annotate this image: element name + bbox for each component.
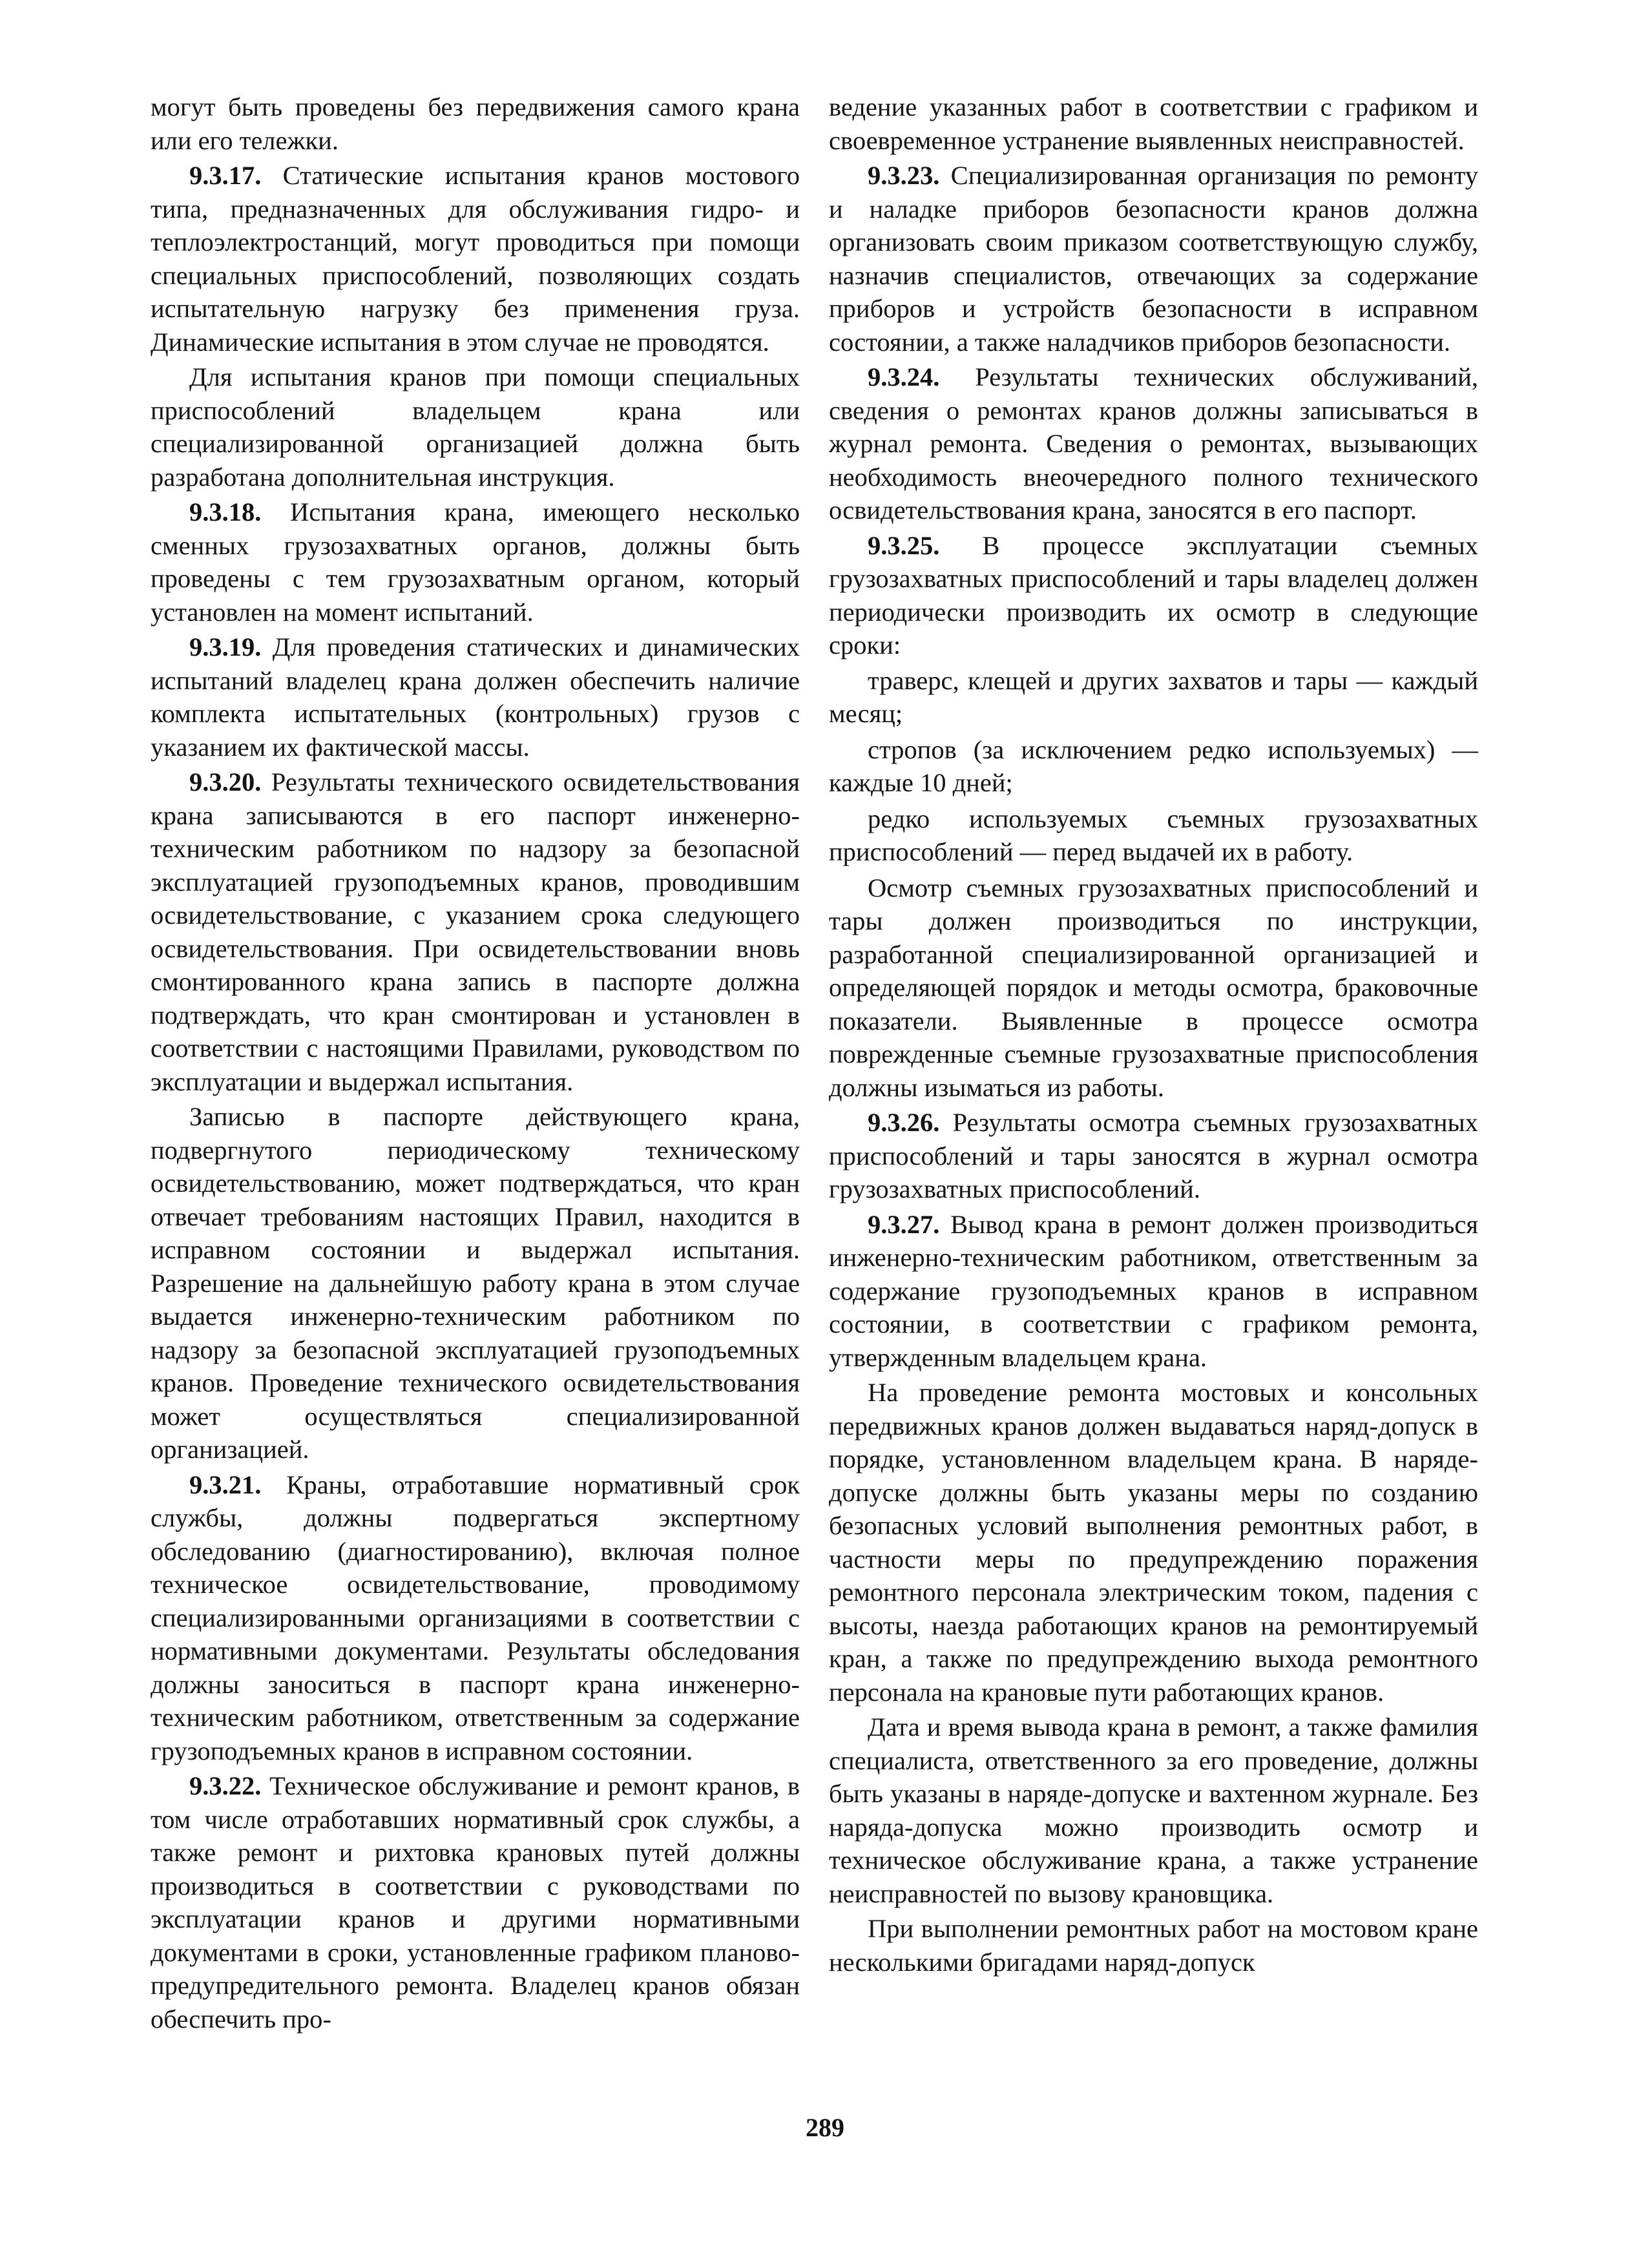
clause-number: 9.3.26. bbox=[868, 1108, 940, 1137]
right-text-column bbox=[829, 90, 1478, 1981]
paragraph bbox=[829, 1208, 1478, 1375]
clause-number: 9.3.24. bbox=[868, 362, 940, 391]
paragraph-text: Дата и время вывода крана в ремонт, а также фамилия специалиста, ответственного за его проведение, должны быть указаны в наряде-допуске и вахтенном журнале. Без наряда-допуска можно производить осмотр и техническое обслуживание крана, а также устранение неисправностей по вызову крановщика. bbox=[829, 1712, 1478, 1908]
paragraph bbox=[829, 529, 1478, 662]
clause-number: 9.3.17. bbox=[189, 161, 262, 190]
paragraph-text: Результаты технических обслуживаний, сведения о ремонтах кранов должны записываться в журнал ремонта. Сведения о ремонтах, вызывающих необходимость внеочередного полного технического освидетельствования крана, заносятся в его паспорт. bbox=[829, 362, 1478, 525]
paragraph-text: Специализированная организация по ремонту и наладке приборов безопасности кранов должна организовать своим приказом соответствующую службу, назначив специалистов, отвечающих за содержание приборов и устройств безопасности в исправном состоянии, а также наладчиков приборов безопасности. bbox=[829, 161, 1478, 357]
paragraph bbox=[829, 1912, 1478, 1979]
paragraph-text: Осмотр съемных грузозахватных приспособлений и тары должен производиться по инструкции, разработанной специализированной организацией и определяющей порядок и методы осмотра, браковочные показатели. Выявленные в процессе осмотра поврежденные съемные грузозахватные приспособления должны изыматься из работы. bbox=[829, 873, 1478, 1102]
paragraph-text: Вывод крана в ремонт должен производиться инженерно-техническим работником, ответственным за содержание грузоподъемных кранов в исправном состоянии, в соответствии с графиком ремонта, утвержденным владельцем крана. bbox=[829, 1209, 1478, 1372]
paragraph-text: На проведение ремонта мостовых и консольных передвижных кранов должен выдаваться наряд-допуск в порядке, установленном владельцем крана. В наряде-допуске должны быть указаны меры по созданию безопасных условий выполнения ремонтных работ, в частности меры по предупреждению поражения ремонтного персонала электрическим током, падения с высоты, наезда работающих кранов на ремонтируемый кран, а также по предупреждению выхода ремонтного персонала на крановые пути работающих кранов. bbox=[829, 1378, 1478, 1707]
paragraph-text: Техническое обслуживание и ремонт кранов, в том числе отработавших нормативный срок службы, а также ремонт и рихтовка крановых путей должны производиться в соответствии с руководствами по эксплуатации кранов и другими нормативными документами в сроки, установленные графиком планово-предупредительного ремонта. Владелец кранов обязан обеспечить про- bbox=[151, 1771, 800, 2034]
paragraph bbox=[829, 1106, 1478, 1206]
paragraph bbox=[829, 1376, 1478, 1709]
paragraph bbox=[151, 495, 800, 629]
paragraph bbox=[151, 1100, 800, 1466]
paragraph-text: стропов (за исключением редко используемых) — каждые 10 дней; bbox=[829, 734, 1478, 797]
paragraph bbox=[151, 360, 800, 494]
list-item bbox=[829, 664, 1478, 731]
clause-number: 9.3.25. bbox=[868, 530, 940, 560]
paragraph bbox=[151, 630, 800, 764]
paragraph-text: В процессе эксплуатации съемных грузозахватных приспособлений и тары владелец должен периодически производить их осмотр в следующие сроки: bbox=[829, 530, 1478, 660]
paragraph bbox=[829, 1711, 1478, 1910]
paragraph-text: Записью в паспорте действующего крана, подвергнутого периодическому техническому освидетельствованию, может подтверждаться, что кран отвечает требованиям настоящих Правил, находится в исправном состоянии и выдержал испытания. Разрешение на дальнейшую работу крана в этом случае выдается инженерно-техническим работником по надзору за безопасной эксплуатацией грузоподъемных кранов. Проведение технического освидетельствования может осуществляться специализированной организацией. bbox=[151, 1102, 800, 1464]
clause-number: 9.3.19. bbox=[189, 632, 262, 661]
paragraph-text: Результаты осмотра съемных грузозахватных приспособлений и тары заносятся в журнал осмотра грузозахватных приспособлений. bbox=[829, 1108, 1478, 1203]
paragraph-text: Краны, отработавшие нормативный срок службы, должны подвергаться экспертному обследованию (диагностированию), включая полное техническое освидетельствование, проводимому специализированными организациями в соответствии с нормативными документами. Результаты обследования должны заноситься в паспорт крана инженерно-техническим работником, ответственным за содержание грузоподъемных кранов в исправном состоянии. bbox=[151, 1470, 800, 1765]
paragraph-text: При выполнении ремонтных работ на мостовом кране несколькими бригадами наряд-допуск bbox=[829, 1914, 1478, 1977]
paragraph-text: Испытания крана, имеющего несколько сменных грузозахватных органов, должны быть проведены с тем грузозахватным органом, который установлен на момент испытаний. bbox=[151, 497, 800, 627]
paragraph bbox=[151, 90, 800, 157]
paragraph-text: Результаты технического освидетельствования крана записываются в его паспорт инженерно-техническим работником по надзору за безопасной эксплуатацией грузоподъемных кранов, проводившим освидетельствование, с указанием срока следующего освидетельствования. При освидетельствовании вновь смонтированного крана запись в паспорте должна подтверждать, что кран смонтирован и установлен в соответствии с настоящими Правилами, руководством по эксплуатации и выдержал испытания. bbox=[151, 767, 800, 1096]
paragraph-text: ведение указанных работ в соответствии с графиком и своевременное устранение выявленных неисправностей. bbox=[829, 92, 1478, 155]
clause-number: 9.3.21. bbox=[189, 1470, 262, 1499]
clause-number: 9.3.27. bbox=[868, 1209, 940, 1239]
paragraph bbox=[151, 1468, 800, 1768]
list-item bbox=[829, 733, 1478, 800]
paragraph bbox=[151, 159, 800, 359]
paragraph-text: могут быть проведены без передвижения самого крана или его тележки. bbox=[151, 92, 800, 155]
page-number: 289 bbox=[806, 2113, 844, 2142]
clause-number: 9.3.22. bbox=[189, 1771, 262, 1800]
clause-number: 9.3.18. bbox=[189, 497, 262, 526]
clause-number: 9.3.23. bbox=[868, 161, 940, 190]
paragraph bbox=[829, 871, 1478, 1105]
left-text-column bbox=[151, 90, 800, 2037]
paragraph bbox=[829, 90, 1478, 157]
paragraph-text: Для испытания кранов при помощи специальных приспособлений владельцем крана или специализированной организацией должна быть разработана дополнительная инструкция. bbox=[151, 362, 800, 492]
paragraph bbox=[829, 360, 1478, 527]
paragraph bbox=[829, 159, 1478, 359]
list-item bbox=[829, 802, 1478, 869]
paragraph-text: Для проведения статических и динамических испытаний владелец крана должен обеспечить наличие комплекта испытательных (контрольных) грузов с указанием их фактической массы. bbox=[151, 632, 800, 762]
paragraph-text: траверс, клещей и других захватов и тары — каждый месяц; bbox=[829, 665, 1478, 728]
paragraph bbox=[151, 765, 800, 1098]
clause-number: 9.3.20. bbox=[189, 767, 262, 796]
paragraph-text: Статические испытания кранов мостового типа, предназначенных для обслуживания гидро- и теплоэлектростанций, могут проводиться при помощи специальных приспособлений, позволяющих создать испытательную нагрузку без применения груза. Динамические испытания в этом случае не проводятся. bbox=[151, 161, 800, 357]
paragraph-text: редко используемых съемных грузозахватных приспособлений — перед выдачей их в работу. bbox=[829, 804, 1478, 866]
paragraph bbox=[151, 1769, 800, 2035]
